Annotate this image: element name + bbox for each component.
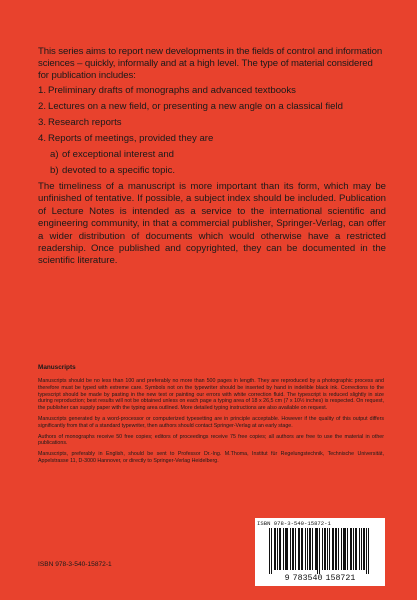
item-text: Lectures on a new field, or presenting a new angle on a classical field <box>48 101 343 112</box>
manuscripts-section <box>38 364 384 469</box>
barcode-bar <box>335 528 336 570</box>
material-list <box>38 85 386 145</box>
barcode-bar <box>329 528 330 570</box>
barcode-bar <box>361 528 362 570</box>
series-description <box>38 46 386 268</box>
item-number: 2. <box>38 101 47 112</box>
material-item-4 <box>38 133 386 145</box>
barcode-bar <box>286 528 287 570</box>
barcode-bar <box>363 528 364 570</box>
barcode-bar <box>295 528 296 570</box>
barcode-bar <box>271 528 272 574</box>
barcode-bar <box>309 528 310 570</box>
barcode-digit-group-left: 783540 <box>292 574 323 583</box>
barcode-bar <box>299 528 300 570</box>
item-text: Reports of meetings, provided they are <box>48 133 214 144</box>
manuscripts-heading: Manuscripts <box>38 364 76 371</box>
timeliness-paragraph: The timeliness of a manuscript is more important than its form, which may be unfinished of tentative. If possible, a subject index should be included. Publication of Lecture Notes is intended as a service to the international scientific and engineering community, in that a commercial publisher, Springer-Verlag, can offer a wider distribution of documents which would otherwise have a restricted readership. Once published and copyrighted, they can be documented in the scientific literature. <box>38 181 386 267</box>
barcode-bar <box>366 528 367 574</box>
barcode-bar <box>292 528 293 570</box>
item-text: devoted to a specific topic. <box>62 165 176 176</box>
barcode-bar <box>305 528 306 570</box>
barcode-bar <box>345 528 346 570</box>
barcode-bar <box>298 528 299 570</box>
barcode-bar <box>351 528 352 570</box>
barcode-digit-prefix: 9 <box>284 574 290 583</box>
barcode-bar <box>283 528 284 570</box>
barcode-bar <box>290 528 291 570</box>
barcode-bar <box>353 528 354 570</box>
isbn-barcode <box>255 518 385 586</box>
barcode-bar <box>343 528 344 570</box>
barcode-bar <box>280 528 281 570</box>
barcode-bar <box>327 528 328 570</box>
item-text: of exceptional interest and <box>62 149 175 160</box>
barcode-bar <box>364 528 365 570</box>
barcode-bar <box>279 528 280 570</box>
material-item-2 <box>38 101 386 113</box>
item-number: 1. <box>38 85 47 96</box>
barcode-bar <box>315 528 316 570</box>
barcode-bar <box>347 528 348 570</box>
barcode-isbn-text: ISBN 978-3-540-15872-1 <box>257 520 331 527</box>
barcode-bar <box>344 528 345 570</box>
barcode-bar <box>277 528 278 570</box>
barcode-bar <box>293 528 294 570</box>
barcode-bar <box>332 528 333 570</box>
barcode-bar <box>274 528 275 570</box>
item-text: Research reports <box>48 117 122 128</box>
barcode-bar <box>317 528 318 574</box>
free-copies-paragraph: Authors of monographs receive 50 free copies; editors of proceedings receive 75 free copies; all authors are free to use the material in other publications. <box>38 433 384 447</box>
barcode-bar <box>307 528 308 570</box>
barcode-bar <box>310 528 311 570</box>
barcode-digits <box>255 574 385 584</box>
barcode-bar <box>333 528 334 570</box>
item-number: 4. <box>38 133 47 144</box>
material-item-3 <box>38 117 386 129</box>
barcode-bar <box>287 528 288 570</box>
submission-address-paragraph: Manuscripts, preferably in English, should be sent to Professor Dr.-Ing. M.Thoma, Institut für Regelungstechnik, Technische Universität, Appelstrasse 11, D-3000 Hannover, or directly to Springer-Verlag Heidelberg. <box>38 451 384 464</box>
barcode-bar <box>285 528 286 570</box>
barcode-bar <box>316 528 317 570</box>
isbn-label: ISBN 978-3-540-15872-1 <box>38 561 112 568</box>
barcode-bar <box>341 528 342 570</box>
material-item-1 <box>38 85 386 97</box>
barcode-bar <box>359 528 360 570</box>
barcode-bar <box>355 528 356 570</box>
condition-item-b <box>50 165 386 177</box>
meeting-conditions-list <box>50 149 386 177</box>
barcode-bar <box>368 528 369 574</box>
barcode-bar <box>302 528 303 570</box>
item-letter: b) <box>50 165 59 176</box>
barcode-bars-icon <box>269 528 371 574</box>
barcode-bar <box>312 528 313 570</box>
barcode-bar <box>301 528 302 570</box>
barcode-digit-group-right: 158721 <box>325 574 356 583</box>
barcode-bar <box>319 528 320 574</box>
barcode-bar <box>275 528 276 570</box>
item-text: Preliminary drafts of monographs and advanced textbooks <box>48 85 296 96</box>
item-letter: a) <box>50 149 59 160</box>
barcode-bar <box>324 528 325 570</box>
series-intro: This series aims to report new developments in the fields of control and information sciences – quickly, informally and at a high level. The type of material considered for publication includes: <box>38 46 383 81</box>
condition-item-a <box>50 149 386 161</box>
item-number: 3. <box>38 117 47 128</box>
barcode-bar <box>338 528 339 570</box>
manuscripts-length-paragraph: Manuscripts should be no less than 100 and preferably no more than 500 pages in length. They are reproduced by a photographic process and therefore must be typed with extreme care. Symbols not on the typewriter should be inserted by hand in indelible black ink. Corrections to the typescript should be made by pasting in the new text or painting our errors with white correction fluid. The typescript is reduced slightly in size during reproduction; best results will not be obtained unless on each page a typing area of 18 x 26,5 cm (7 x 10½ inches) is respected. On request, the publisher can supply paper with the typing area outlined. More detailed typing instructions are also available on request. <box>38 378 384 412</box>
barcode-bar <box>350 528 351 570</box>
barcode-bar <box>356 528 357 570</box>
barcode-bar <box>322 528 323 570</box>
word-processor-paragraph: Manuscripts generated by a word-processor or computerized typesetting are in principle acceptable. However if the quality of this output differs significantly from that of a standard typewriter, then authors should contact Springer-Verlag at an early stage. <box>38 415 384 429</box>
barcode-bar <box>269 528 270 574</box>
barcode-bar <box>336 528 337 570</box>
barcode-bar <box>325 528 326 570</box>
